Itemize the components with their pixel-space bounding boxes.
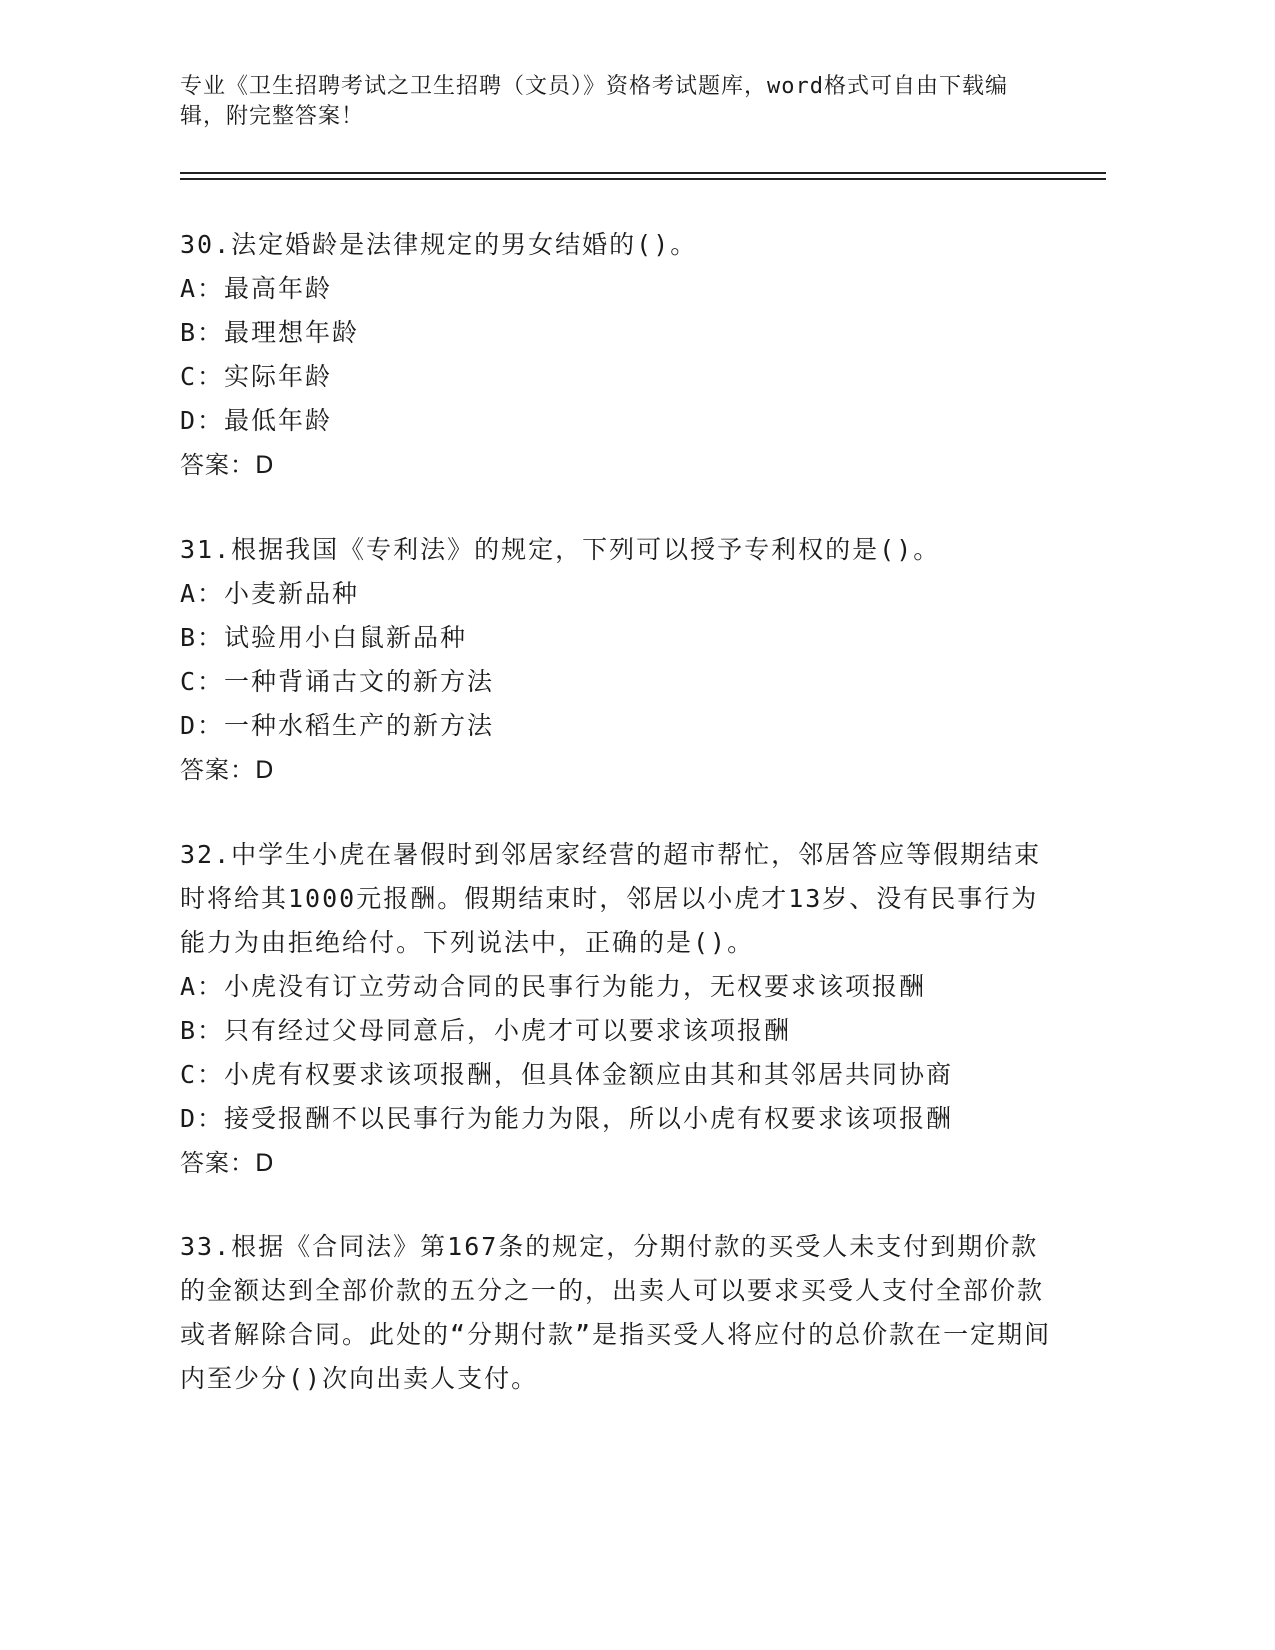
option-b: B：只有经过父母同意后，小虎才可以要求该项报酬 xyxy=(180,1016,792,1045)
option-c: C：小虎有权要求该项报酬，但具体金额应由其和其邻居共同协商 xyxy=(180,1060,954,1089)
option-d: D：最低年龄 xyxy=(180,406,333,435)
question-stem: 30.法定婚龄是法律规定的男女结婚的()。 xyxy=(180,230,698,259)
document-intro: 专业《卫生招聘考试之卫生招聘（文员）》资格考试题库，word格式可自由下载编辑，附完整答案！ xyxy=(180,74,1008,129)
option-c: C：实际年龄 xyxy=(180,362,333,391)
question-stem: 31.根据我国《专利法》的规定，下列可以授予专利权的是()。 xyxy=(180,535,941,564)
question-30 xyxy=(180,223,1060,487)
header-divider-top xyxy=(180,172,1106,174)
question-stem: 33.根据《合同法》第167条的规定，分期付款的买受人未支付到期价款的金额达到全部价款的五分之一的，出卖人可以要求买受人支付全部价款或者解除合同。此处的“分期付款”是指买受人将应付的总价款在一定期间内至少分()次向出卖人支付。 xyxy=(180,1232,1052,1393)
question-33 xyxy=(180,1225,1060,1401)
answer-line: 答案：D xyxy=(180,1149,275,1177)
option-a: A：最高年龄 xyxy=(180,274,333,303)
question-stem: 32.中学生小虎在暑假时到邻居家经营的超市帮忙，邻居答应等假期结束时将给其1000元报酬。假期结束时，邻居以小虎才13岁、没有民事行为能力为由拒绝给付。下列说法中，正确的是()。 xyxy=(180,840,1042,957)
option-b: B：最理想年龄 xyxy=(180,318,360,347)
option-b: B：试验用小白鼠新品种 xyxy=(180,623,468,652)
option-a: A：小麦新品种 xyxy=(180,579,360,608)
option-d: D：一种水稻生产的新方法 xyxy=(180,711,495,740)
option-c: C：一种背诵古文的新方法 xyxy=(180,667,495,696)
option-d: D：接受报酬不以民事行为能力为限，所以小虎有权要求该项报酬 xyxy=(180,1104,954,1133)
answer-line: 答案：D xyxy=(180,756,275,784)
question-31 xyxy=(180,528,1060,792)
header-divider-bottom xyxy=(180,178,1106,180)
option-a: A：小虎没有订立劳动合同的民事行为能力，无权要求该项报酬 xyxy=(180,972,927,1001)
answer-line: 答案：D xyxy=(180,451,275,479)
question-32 xyxy=(180,833,1060,1185)
